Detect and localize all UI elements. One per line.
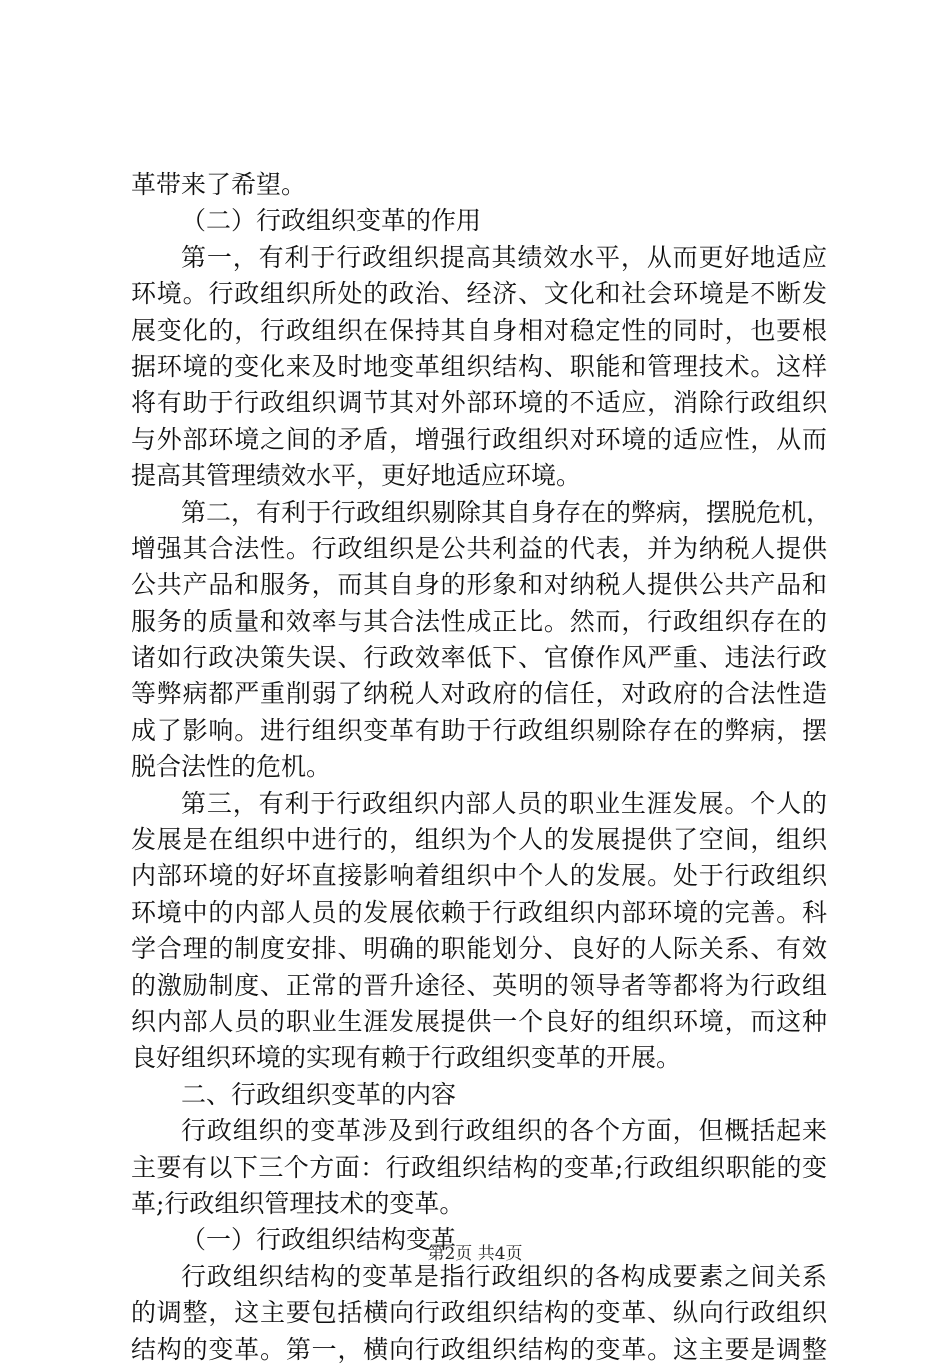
body-text	[131, 167, 832, 1368]
text-line: 与外部环境之间的矛盾，增强行政组织对环境的适应性，从而	[131, 424, 827, 454]
text-line: 织内部人员的职业生涯发展提供一个良好的组织环境，而这种	[131, 1006, 827, 1036]
section-heading: （一）行政组织结构变革	[181, 1225, 457, 1255]
text-line: 增强其合法性。行政组织是公共利益的代表，并为纳税人提供	[131, 533, 827, 563]
text-line: 良好组织环境的实现有赖于行政组织变革的开展。	[131, 1043, 682, 1073]
text-line: 公共产品和服务，而其自身的形象和对纳税人提供公共产品和	[131, 570, 827, 600]
text-line: 展变化的，行政组织在保持其自身相对稳定性的同时，也要根	[131, 315, 827, 345]
text-line: 发展是在组织中进行的，组织为个人的发展提供了空间，组织	[131, 825, 827, 855]
text-line: 革;行政组织管理技术的变革。	[131, 1188, 465, 1218]
text-line: 环境中的内部人员的发展依赖于行政组织内部环境的完善。科	[131, 897, 827, 927]
text-line: 革带来了希望。	[131, 170, 307, 199]
text-line: 将有助于行政组织调节其对外部环境的不适应，消除行政组织	[131, 388, 827, 418]
text-line: 服务的质量和效率与其合法性成正比。然而，行政组织存在的	[131, 606, 827, 636]
text-line: 行政组织的变革涉及到行政组织的各个方面，但概括起来	[181, 1116, 827, 1146]
text-line: 主要有以下三个方面：行政组织结构的变革;行政组织职能的变	[131, 1152, 827, 1182]
text-line: 脱合法性的危机。	[131, 752, 332, 782]
text-line: 据环境的变化来及时地变革组织结构、职能和管理技术。这样	[131, 351, 827, 381]
text-line: 成了影响。进行组织变革有助于行政组织剔除存在的弊病，摆	[131, 715, 827, 745]
text-line: 第二，有利于行政组织剔除其自身存在的弊病，摆脱危机，	[181, 497, 832, 527]
text-line: 环境。行政组织所处的政治、经济、文化和社会环境是不断发	[131, 279, 827, 309]
section-heading: 二、行政组织变革的内容	[181, 1079, 457, 1109]
text-line: 学合理的制度安排、明确的职能划分、良好的人际关系、有效	[131, 934, 827, 964]
text-line: 结构的变革。第一，横向行政组织结构的变革。这主要是调整	[131, 1334, 827, 1364]
text-line: 第一，有利于行政组织提高其绩效水平，从而更好地适应	[181, 242, 827, 272]
text-line: 行政组织结构的变革是指行政组织的各构成要素之间关系	[181, 1261, 827, 1291]
page-footer: 第2页 共4页	[427, 1244, 523, 1264]
text-line: 的调整，这主要包括横向行政组织结构的变革、纵向行政组织	[131, 1298, 827, 1328]
text-line: 等弊病都严重削弱了纳税人对政府的信任，对政府的合法性造	[131, 679, 827, 709]
text-line: 提高其管理绩效水平，更好地适应环境。	[131, 461, 582, 491]
text-line: 内部环境的好坏直接影响着组织中个人的发展。处于行政组织	[131, 861, 827, 891]
text-line: 第三，有利于行政组织内部人员的职业生涯发展。个人的	[181, 788, 827, 818]
text-line: 诸如行政决策失误、行政效率低下、官僚作风严重、违法行政	[131, 643, 827, 673]
text-line: 的激励制度、正常的晋升途径、英明的领导者等都将为行政组	[131, 970, 827, 1000]
section-heading: （二）行政组织变革的作用	[181, 206, 482, 236]
